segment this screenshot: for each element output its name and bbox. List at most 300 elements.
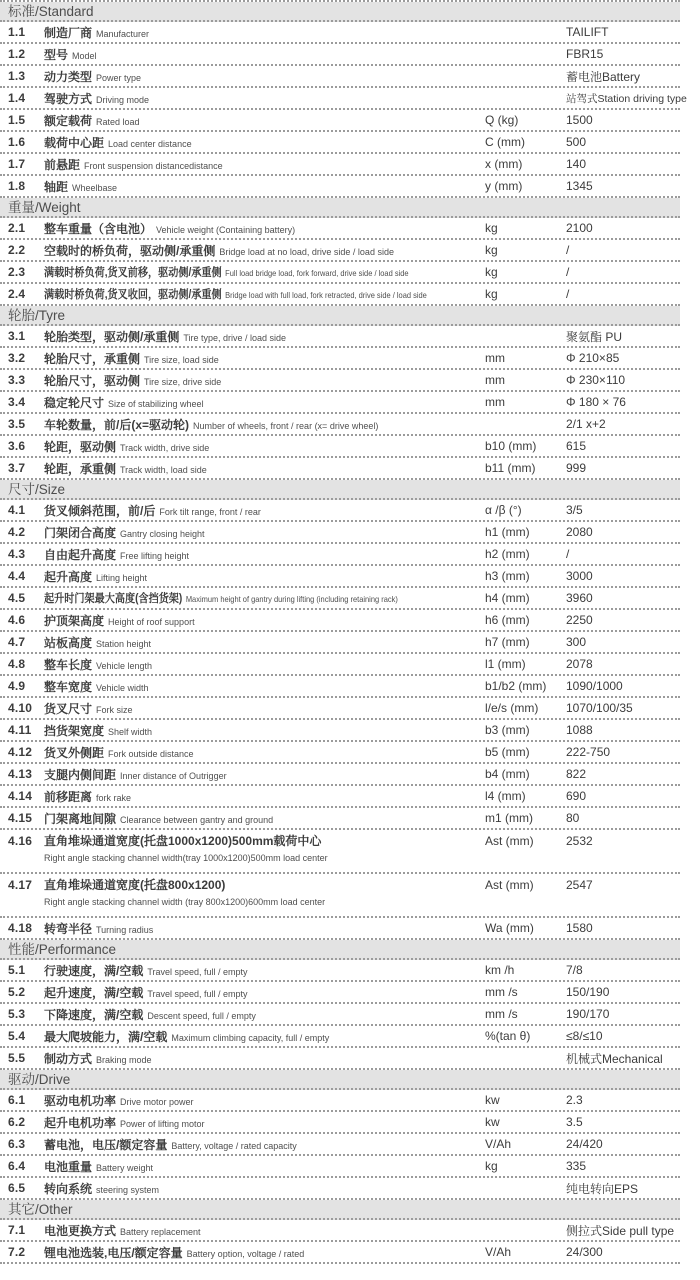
row-label-chinese: 制造厂商: [44, 25, 93, 40]
row-number: 3.2: [8, 351, 26, 365]
row-unit: kg: [485, 265, 498, 279]
row-label: [44, 1050, 485, 1067]
row-label-chinese: 驾驶方式: [44, 91, 93, 106]
row-unit: b3 (mm): [485, 723, 530, 737]
row-label-english: Number of wheels, front / rear (x= drive wheel): [193, 420, 379, 431]
row-label-chinese: 整车重量（含电池）: [44, 221, 153, 236]
row-label-english: steering system: [96, 1184, 160, 1195]
row-label: [44, 328, 485, 345]
table-row: [0, 44, 680, 66]
row-label: [44, 242, 485, 259]
table-row: [0, 632, 680, 654]
row-number: 4.6: [8, 613, 26, 627]
row-label-english: Model: [72, 50, 97, 61]
table-row: [0, 764, 680, 786]
row-label-english: Station height: [96, 638, 152, 649]
row-label-chinese: 直角堆垛通道宽度(托盘800x1200): [44, 878, 226, 892]
row-label-english: Tire size, load side: [144, 354, 219, 365]
row-label-chinese: 前移距离: [44, 789, 93, 804]
table-row: [0, 392, 680, 414]
row-value: 2532: [566, 834, 593, 848]
row-label-english: Clearance between gantry and ground: [120, 814, 274, 825]
table-row: [0, 808, 680, 830]
row-label: [44, 1028, 485, 1045]
row-label-english: Battery replacement: [120, 1226, 201, 1237]
row-label-english: Inner distance of Outrigger: [120, 770, 227, 781]
row-value: 999: [566, 461, 587, 475]
row-label-english: Maximum climbing capacity, full / empty: [171, 1032, 330, 1043]
table-row: [0, 1134, 680, 1156]
row-value: 150/190: [566, 985, 610, 999]
row-unit: kw: [485, 1115, 500, 1129]
row-label-chinese: 转弯半径: [44, 921, 93, 936]
row-number: 5.4: [8, 1029, 26, 1043]
row-value: 蓄电池Battery: [566, 69, 641, 84]
row-label: [44, 612, 485, 629]
row-label-chinese: 最大爬坡能力，满/空载: [44, 1029, 168, 1044]
row-label: [44, 568, 485, 585]
table-row: [0, 1220, 680, 1242]
section-header: 性能/Performance: [0, 940, 680, 960]
row-label-english: Gantry closing height: [120, 528, 205, 539]
row-label-chinese: 门架离地间隙: [44, 811, 117, 826]
row-value: 2.3: [566, 1093, 583, 1107]
row-unit: mm: [485, 373, 505, 387]
row-label-chinese: 挡货架宽度: [44, 723, 105, 738]
row-label-chinese: 起升时门架最大高度(含挡货架): [44, 593, 183, 605]
row-label: [44, 1114, 485, 1131]
row-unit: b5 (mm): [485, 745, 530, 759]
row-label-chinese: 起升速度，满/空载: [44, 985, 144, 1000]
row-label: [44, 350, 485, 367]
row-number: 4.16: [8, 834, 33, 848]
row-label-english: Battery, voltage / rated capacity: [171, 1140, 297, 1151]
row-label-english: Battery option, voltage / rated: [186, 1248, 305, 1259]
row-unit: kg: [485, 1159, 498, 1173]
row-value: 690: [566, 789, 587, 803]
table-row: [0, 1026, 680, 1048]
row-label-chinese: 起升高度: [44, 569, 93, 584]
row-label: [44, 810, 485, 827]
row-number: 3.1: [8, 329, 26, 343]
row-label: [44, 46, 485, 63]
row-number: 4.5: [8, 591, 26, 605]
table-row: [0, 370, 680, 392]
row-unit: Q (kg): [485, 113, 519, 127]
row-label-english: Descent speed, full / empty: [147, 1010, 256, 1021]
row-number: 1.3: [8, 69, 26, 83]
row-label: [44, 700, 485, 717]
row-value: 1500: [566, 113, 593, 127]
row-value: 335: [566, 1159, 587, 1173]
row-value: Φ 210×85: [566, 351, 620, 365]
row-label-chinese: 支腿内侧间距: [44, 767, 117, 782]
table-row: [0, 176, 680, 198]
row-label: [44, 634, 485, 651]
row-label-chinese: 车轮数量，前/后(x=驱动轮): [44, 417, 190, 432]
row-label-english: Fork outside distance: [108, 748, 194, 759]
row-unit: km /h: [485, 963, 515, 977]
row-label-chinese: 门架闭合高度: [44, 525, 117, 540]
row-unit: b1/b2 (mm): [485, 679, 547, 693]
row-number: 1.7: [8, 157, 26, 171]
row-value: /: [566, 265, 570, 279]
row-label-english: Vehicle length: [96, 660, 153, 671]
row-label-chinese: 前悬距: [44, 157, 81, 172]
row-label-chinese: 转向系统: [44, 1181, 93, 1196]
row-label-english: Bridge load with full load, fork retracted, drive side / load side: [225, 290, 427, 300]
row-value: 500: [566, 135, 587, 149]
row-label-english: Drive motor power: [120, 1096, 194, 1107]
table-row: [0, 1048, 680, 1070]
row-label-english: Bridge load at no load, drive side / load side: [219, 246, 394, 257]
row-number: 2.2: [8, 243, 26, 257]
row-label-chinese: 锂电池选装,电压/额定容量: [44, 1245, 183, 1260]
row-value: ≤8/≤10: [566, 1029, 603, 1043]
row-unit: mm /s: [485, 1007, 518, 1021]
row-label: [44, 24, 485, 41]
table-row: [0, 284, 680, 306]
row-label-chinese: 电池重量: [44, 1159, 93, 1174]
table-row: [0, 132, 680, 154]
row-value: 140: [566, 157, 587, 171]
row-label: [44, 830, 485, 865]
table-row: [0, 458, 680, 480]
row-value: 222-750: [566, 745, 611, 759]
row-label: [44, 1180, 485, 1197]
row-number: 4.18: [8, 921, 33, 935]
row-label-chinese: 空载时的桥负荷，驱动侧/承重侧: [44, 243, 216, 258]
row-label: [44, 788, 485, 805]
row-number: 1.1: [8, 25, 26, 39]
row-label-chinese: 动力类型: [44, 69, 93, 84]
row-unit: h6 (mm): [485, 613, 530, 627]
row-label-english: Track width, drive side: [120, 442, 210, 453]
row-number: 6.2: [8, 1115, 26, 1129]
row-value: /: [566, 287, 570, 301]
table-row: [0, 500, 680, 522]
row-label-chinese: 起升电机功率: [44, 1115, 117, 1130]
row-number: 7.2: [8, 1245, 26, 1259]
row-label: [44, 766, 485, 783]
row-label-chinese: 轮距，驱动侧: [44, 439, 117, 454]
row-label-chinese: 稳定轮尺寸: [44, 395, 105, 410]
table-row: [0, 698, 680, 720]
section-header: 轮胎/Tyre: [0, 306, 680, 326]
row-unit: y (mm): [485, 179, 523, 193]
table-row: [0, 742, 680, 764]
row-number: 4.3: [8, 547, 26, 561]
row-value: 190/170: [566, 1007, 610, 1021]
row-unit: l/e/s (mm): [485, 701, 539, 715]
row-number: 6.3: [8, 1137, 26, 1151]
row-label-english: Tire size, drive side: [144, 376, 222, 387]
row-number: 1.6: [8, 135, 26, 149]
row-unit: kg: [485, 221, 498, 235]
row-label-chinese: 额定载荷: [44, 113, 93, 128]
row-unit: %(tan θ): [485, 1029, 531, 1043]
row-label-english: Travel speed, full / empty: [147, 966, 248, 977]
row-unit: h1 (mm): [485, 525, 530, 539]
table-row: [0, 522, 680, 544]
table-row: [0, 786, 680, 808]
row-number: 7.1: [8, 1223, 26, 1237]
row-number: 5.2: [8, 985, 26, 999]
section-header: 驱动/Drive: [0, 1070, 680, 1090]
row-unit: kg: [485, 287, 498, 301]
row-value: 机械式Mechanical: [566, 1051, 663, 1066]
table-row: [0, 262, 680, 284]
row-label-english: Travel speed, full / empty: [147, 988, 248, 999]
row-label: [44, 590, 432, 606]
row-value: 聚氨酯 PU: [566, 329, 623, 344]
row-value: 2078: [566, 657, 593, 671]
row-label: [44, 178, 485, 195]
row-label: [44, 1244, 485, 1261]
row-value: /: [566, 243, 570, 257]
row-value: 822: [566, 767, 587, 781]
row-number: 4.1: [8, 503, 26, 517]
row-value: 站驾式Station driving type: [566, 92, 687, 105]
table-row: [0, 610, 680, 632]
row-label-english: Vehicle width: [96, 682, 149, 693]
row-value: 3000: [566, 569, 593, 583]
row-label: [44, 1158, 485, 1175]
row-label-english: Size of stabilizing wheel: [108, 398, 204, 409]
row-label-chinese: 整车宽度: [44, 679, 93, 694]
row-label: [44, 264, 432, 280]
row-label: [44, 90, 485, 107]
row-label: [44, 744, 485, 761]
table-row: [0, 1090, 680, 1112]
table-row: [0, 960, 680, 982]
row-label: [44, 874, 485, 909]
row-unit: h7 (mm): [485, 635, 530, 649]
row-number: 4.10: [8, 701, 33, 715]
row-number: 6.5: [8, 1181, 26, 1195]
row-label-chinese: 站板高度: [44, 635, 93, 650]
row-unit: b11 (mm): [485, 461, 536, 475]
row-number: 3.4: [8, 395, 26, 409]
table-row: [0, 218, 680, 240]
row-label: [44, 220, 485, 237]
row-number: 3.6: [8, 439, 26, 453]
row-label-english: Fork size: [96, 704, 133, 715]
table-row: [0, 22, 680, 44]
table-row: [0, 414, 680, 436]
row-label-english: Driving mode: [96, 94, 150, 105]
row-label: [44, 372, 485, 389]
row-value: 2080: [566, 525, 593, 539]
row-label-english: Power type: [96, 72, 142, 83]
row-value: FBR15: [566, 47, 604, 61]
row-unit: V/Ah: [485, 1245, 512, 1259]
row-label: [44, 416, 485, 433]
row-label-english: Vehicle weight (Containing battery): [156, 224, 296, 235]
row-label: [44, 1136, 485, 1153]
row-value: 3/5: [566, 503, 583, 517]
row-label-chinese: 自由起升高度: [44, 547, 117, 562]
row-number: 6.1: [8, 1093, 26, 1107]
row-unit: b4 (mm): [485, 767, 530, 781]
table-row: [0, 1242, 680, 1264]
row-number: 2.4: [8, 287, 26, 301]
row-label-chinese: 下降速度，满/空载: [44, 1007, 144, 1022]
section-header: 尺寸/Size: [0, 480, 680, 500]
row-label-chinese: 轮胎类型，驱动侧/承重侧: [44, 329, 180, 344]
row-label-chinese: 型号: [44, 47, 69, 62]
table-row: [0, 66, 680, 88]
row-label-english: Right angle stacking channel width (tray 800x1200)600mm load center: [44, 897, 326, 907]
table-row: [0, 1156, 680, 1178]
row-value: 2100: [566, 221, 593, 235]
row-value: 1088: [566, 723, 593, 737]
row-value: 1090/1000: [566, 679, 623, 693]
row-value: 3960: [566, 591, 593, 605]
row-number: 4.15: [8, 811, 33, 825]
row-unit: h3 (mm): [485, 569, 530, 583]
row-label-chinese: 制动方式: [44, 1051, 93, 1066]
row-number: 4.14: [8, 789, 33, 803]
row-value: 1070/100/35: [566, 701, 633, 715]
row-label-english: Tire type, drive / load side: [183, 332, 287, 343]
row-label-english: Wheelbase: [72, 182, 118, 193]
row-label: [44, 68, 485, 85]
row-value: 615: [566, 439, 587, 453]
row-label: [44, 156, 485, 173]
row-label-english: Front suspension distancedistance: [84, 160, 223, 171]
table-row: [0, 326, 680, 348]
row-value: 24/420: [566, 1137, 603, 1151]
row-unit: mm: [485, 395, 505, 409]
row-label-english: Lifting height: [96, 572, 148, 583]
row-label: [44, 1222, 485, 1239]
row-value: 2/1 x+2: [566, 417, 606, 431]
row-label-english: fork rake: [96, 792, 132, 803]
row-label-chinese: 电池更换方式: [44, 1223, 117, 1238]
table-row: [0, 654, 680, 676]
row-unit: x (mm): [485, 157, 523, 171]
table-row: [0, 348, 680, 370]
row-label: [44, 112, 485, 129]
row-label: [44, 286, 432, 302]
row-unit: b10 (mm): [485, 439, 537, 453]
row-value: 2250: [566, 613, 593, 627]
row-label: [44, 1092, 485, 1109]
row-number: 4.17: [8, 878, 33, 892]
table-row: [0, 88, 687, 110]
row-label-chinese: 护顶架高度: [44, 613, 105, 628]
row-number: 3.5: [8, 417, 26, 431]
table-row: [0, 830, 680, 874]
section-header: 标准/Standard: [0, 2, 680, 22]
row-number: 4.12: [8, 745, 33, 759]
row-unit: Ast (mm): [485, 878, 534, 892]
row-label-english: Battery weight: [96, 1162, 154, 1173]
row-value: 3.5: [566, 1115, 583, 1129]
row-number: 1.2: [8, 47, 26, 61]
row-unit: kw: [485, 1093, 500, 1107]
row-label-chinese: 轮胎尺寸，承重侧: [44, 351, 141, 366]
row-number: 5.3: [8, 1007, 26, 1021]
row-label-english: Track width, load side: [120, 464, 207, 475]
row-number: 5.5: [8, 1051, 26, 1065]
row-label: [44, 722, 485, 739]
row-label-english: Load center distance: [108, 138, 192, 149]
row-label: [44, 524, 485, 541]
table-row: [0, 566, 680, 588]
row-unit: m1 (mm): [485, 811, 533, 825]
section-header: 重量/Weight: [0, 198, 680, 218]
row-unit: kg: [485, 243, 498, 257]
row-label-english: Maximum height of gantry during lifting (including retaining rack): [185, 594, 398, 604]
table-row: [0, 982, 680, 1004]
row-value: 300: [566, 635, 587, 649]
row-label: [44, 1006, 485, 1023]
row-number: 4.4: [8, 569, 26, 583]
row-value: 纯电转向EPS: [566, 1181, 639, 1196]
row-label-english: Shelf width: [108, 726, 153, 737]
table-row: [0, 676, 680, 698]
row-unit: C (mm): [485, 135, 525, 149]
row-number: 5.1: [8, 963, 26, 977]
row-value: 1580: [566, 921, 593, 935]
row-label-chinese: 轮距，承重侧: [44, 461, 117, 476]
row-label-english: Rated load: [96, 116, 140, 127]
row-unit: mm /s: [485, 985, 518, 999]
row-unit: mm: [485, 351, 505, 365]
table-row: [0, 918, 680, 940]
row-label-chinese: 轮胎尺寸，驱动侧: [44, 373, 141, 388]
row-value: Φ 230×110: [566, 373, 626, 387]
row-value: Φ 180 × 76: [566, 395, 626, 409]
row-value: /: [566, 547, 570, 561]
row-label-chinese: 满载时桥负荷,货叉前移，驱动侧/承重侧: [44, 267, 222, 279]
row-number: 4.8: [8, 657, 26, 671]
row-unit: l4 (mm): [485, 789, 526, 803]
row-label-chinese: 整车长度: [44, 657, 93, 672]
row-number: 4.11: [8, 723, 32, 737]
row-label-english: Fork tilt range, front / rear: [159, 506, 261, 517]
row-label-english: Right angle stacking channel width(tray 1000x1200)500mm load center: [44, 853, 328, 863]
row-unit: α /β (°): [485, 503, 522, 517]
table-row: [0, 874, 680, 918]
table-row: [0, 1178, 680, 1200]
row-unit: l1 (mm): [485, 657, 526, 671]
row-number: 1.5: [8, 113, 26, 127]
row-label: [44, 438, 485, 455]
row-label: [44, 502, 485, 519]
row-number: 4.7: [8, 635, 26, 649]
row-label: [44, 546, 485, 563]
row-value: 2547: [566, 878, 593, 892]
row-label-chinese: 货叉倾斜范围，前/后: [44, 503, 156, 518]
row-label: [44, 920, 485, 937]
row-number: 4.2: [8, 525, 26, 539]
row-unit: Ast (mm): [485, 834, 534, 848]
row-number: 1.4: [8, 91, 26, 105]
row-number: 4.9: [8, 679, 26, 693]
row-label-chinese: 直角堆垛通道宽度(托盘1000x1200)500mm载荷中心: [44, 834, 322, 848]
row-label-chinese: 货叉尺寸: [44, 701, 93, 716]
row-label-english: Full load bridge load, fork forward, drive side / load side: [225, 268, 409, 278]
table-row: [0, 240, 680, 262]
row-value: 24/300: [566, 1245, 603, 1259]
row-label-chinese: 载荷中心距: [44, 135, 105, 150]
row-label-chinese: 驱动电机功率: [44, 1093, 117, 1108]
row-label-chinese: 轴距: [44, 179, 69, 194]
row-value: TAILIFT: [566, 25, 609, 39]
